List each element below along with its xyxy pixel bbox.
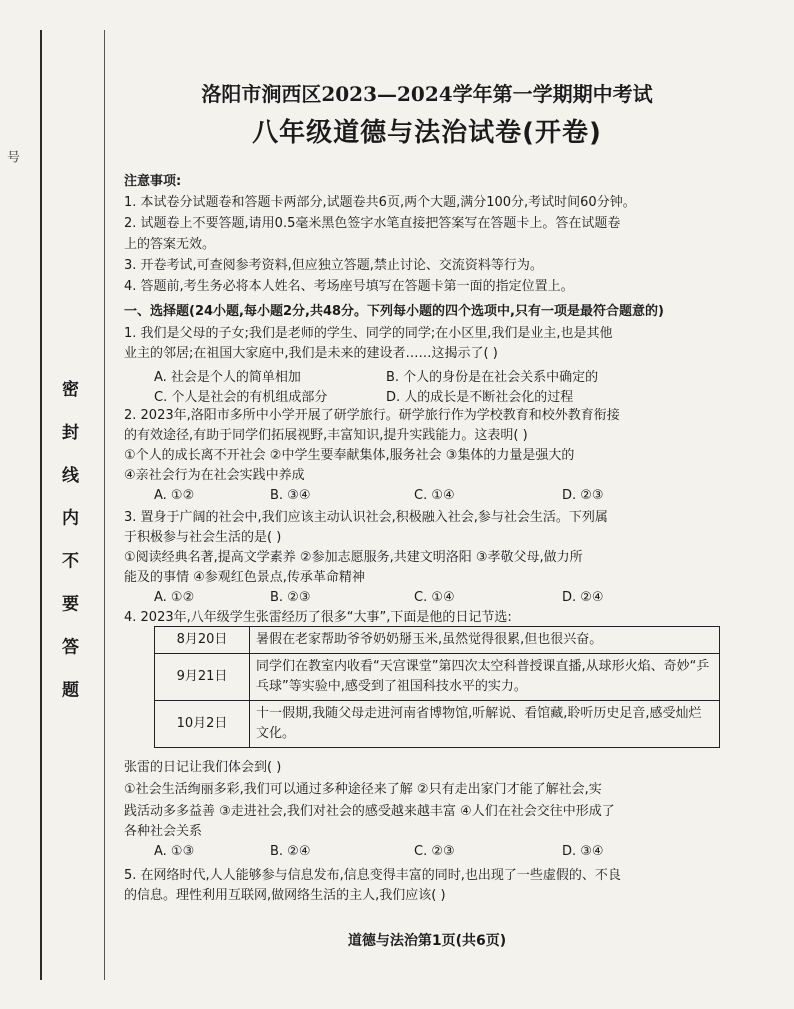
diary-table [154,626,720,748]
binding-field-label: 号 [4,150,19,165]
notes-item: 4. 答题前,考生务必将本人姓名、考场座号填写在答题卡第一面的指定位置上。 [124,279,574,294]
question-5-stem: 5. 在网络时代,人人能够参与信息发布,信息变得丰富的同时,也出现了一些虚假的、不良 [124,868,621,883]
question-4-option-a: A. ①③ [154,844,195,859]
table-row [155,627,720,654]
notes-item: 1. 本试卷分试题卷和答题卡两部分,试题卷共6页,两个大题,满分100分,考试时间60分钟。 [124,195,636,210]
exam-title: 洛阳市涧西区2023—2024学年第一学期期中考试 [201,82,653,106]
diary-date: 9月21日 [155,654,250,701]
question-2-option-b: B. ③④ [270,488,311,503]
question-2-stem: 2. 2023年,洛阳市多所中小学开展了研学旅行。研学旅行作为学校教育和校外教育衔接 [124,408,620,423]
question-3-option-d: D. ②④ [562,590,604,605]
question-4-stem: 4. 2023年,八年级学生张雷经历了很多“大事”,下面是他的日记节选: [124,610,512,625]
question-3-option-a: A. ①② [154,590,195,605]
question-1-stem: 业主的邻居;在祖国大家庭中,我们是未来的建设者……这揭示了( ) [124,346,498,361]
question-1-option-d: D. 人的成长是不断社会化的过程 [386,390,574,405]
question-3-stem: ①阅读经典名著,提高文学素养 ②参加志愿服务,共建文明洛阳 ③孝敬父母,做力所 [124,550,583,565]
question-5-stem: 的信息。理性利用互联网,做网络生活的主人,我们应该( ) [124,888,446,903]
question-4-option-d: D. ③④ [562,844,604,859]
diary-entry: 十一假期,我随父母走进河南省博物馆,听解说、看馆藏,聆听历史足音,感受灿烂文化。 [250,701,720,748]
diary-entry: 暑假在老家帮助爷爷奶奶掰玉米,虽然觉得很累,但也很兴奋。 [250,627,720,654]
question-1-option-a: A. 社会是个人的简单相加 [154,370,301,385]
diary-date: 10月2日 [155,701,250,748]
question-3-stem: 于积极参与社会生活的是( ) [124,530,282,545]
question-4-choice-line: ①社会生活绚丽多彩,我们可以通过多种途径来了解 ②只有走出家门才能了解社会,实 [124,782,602,797]
question-2-stem: ④亲社会行为在社会实践中养成 [124,468,305,483]
question-2-stem: ①个人的成长离不开社会 ②中学生要奉献集体,服务社会 ③集体的力量是强大的 [124,448,575,463]
binding-line-inner [104,30,105,980]
binding-line-outer [40,30,42,980]
question-2-option-c: C. ①④ [414,488,455,503]
question-2-option-a: A. ①② [154,488,195,503]
section-heading: 一、选择题(24小题,每小题2分,共48分。下列每小题的四个选项中,只有一项是最符合题意的) [124,304,664,319]
page-footer: 道德与法治第1页(共6页) [347,933,507,949]
diary-date: 8月20日 [155,627,250,654]
question-2-stem: 的有效途径,有助于同学们拓展视野,丰富知识,提升实践能力。这表明( ) [124,428,528,443]
question-4-option-b: B. ②④ [270,844,311,859]
question-1-option-b: B. 个人的身份是在社会关系中确定的 [386,370,599,385]
question-4-choice-line: 各种社会关系 [124,824,203,839]
question-1-option-c: C. 个人是社会的有机组成部分 [154,390,328,405]
notes-heading: 注意事项: [124,174,182,189]
question-4-choice-line: 践活动多多益善 ③走进社会,我们对社会的感受越来越丰富 ④人们在社会交往中形成了 [124,804,615,819]
diary-entry: 同学们在教室内收看“天宫课堂”第四次太空科普授课直播,从球形火焰、奇妙“乒乓球”等实验中,感受到了祖国科技水平的实力。 [250,654,720,701]
binding-notice: 密 封 线 内 不 要 答 题 [58,380,78,708]
notes-item: 3. 开卷考试,可查阅参考资料,但应独立答题,禁止讨论、交流资料等行为。 [124,258,543,273]
table-row [155,654,720,701]
question-3-option-c: C. ①④ [414,590,455,605]
table-row [155,701,720,748]
question-3-stem: 能及的事情 ④参观红色景点,传承革命精神 [124,570,365,585]
notes-item: 上的答案无效。 [124,237,216,252]
question-2-option-d: D. ②③ [562,488,604,503]
question-1-stem: 1. 我们是父母的子女;我们是老师的学生、同学的同学;在小区里,我们是业主,也是其他 [124,326,613,341]
question-4-prompt: 张雷的日记让我们体会到( ) [124,760,282,775]
question-3-option-b: B. ②③ [270,590,311,605]
question-4-option-c: C. ②③ [414,844,455,859]
exam-subtitle: 八年级道德与法治试卷(开卷) [252,118,602,148]
notes-item: 2. 试题卷上不要答题,请用0.5毫米黑色签字水笔直接把答案写在答题卡上。答在试题卷 [124,216,621,231]
question-3-stem: 3. 置身于广阔的社会中,我们应该主动认识社会,积极融入社会,参与社会生活。下列属 [124,510,608,525]
